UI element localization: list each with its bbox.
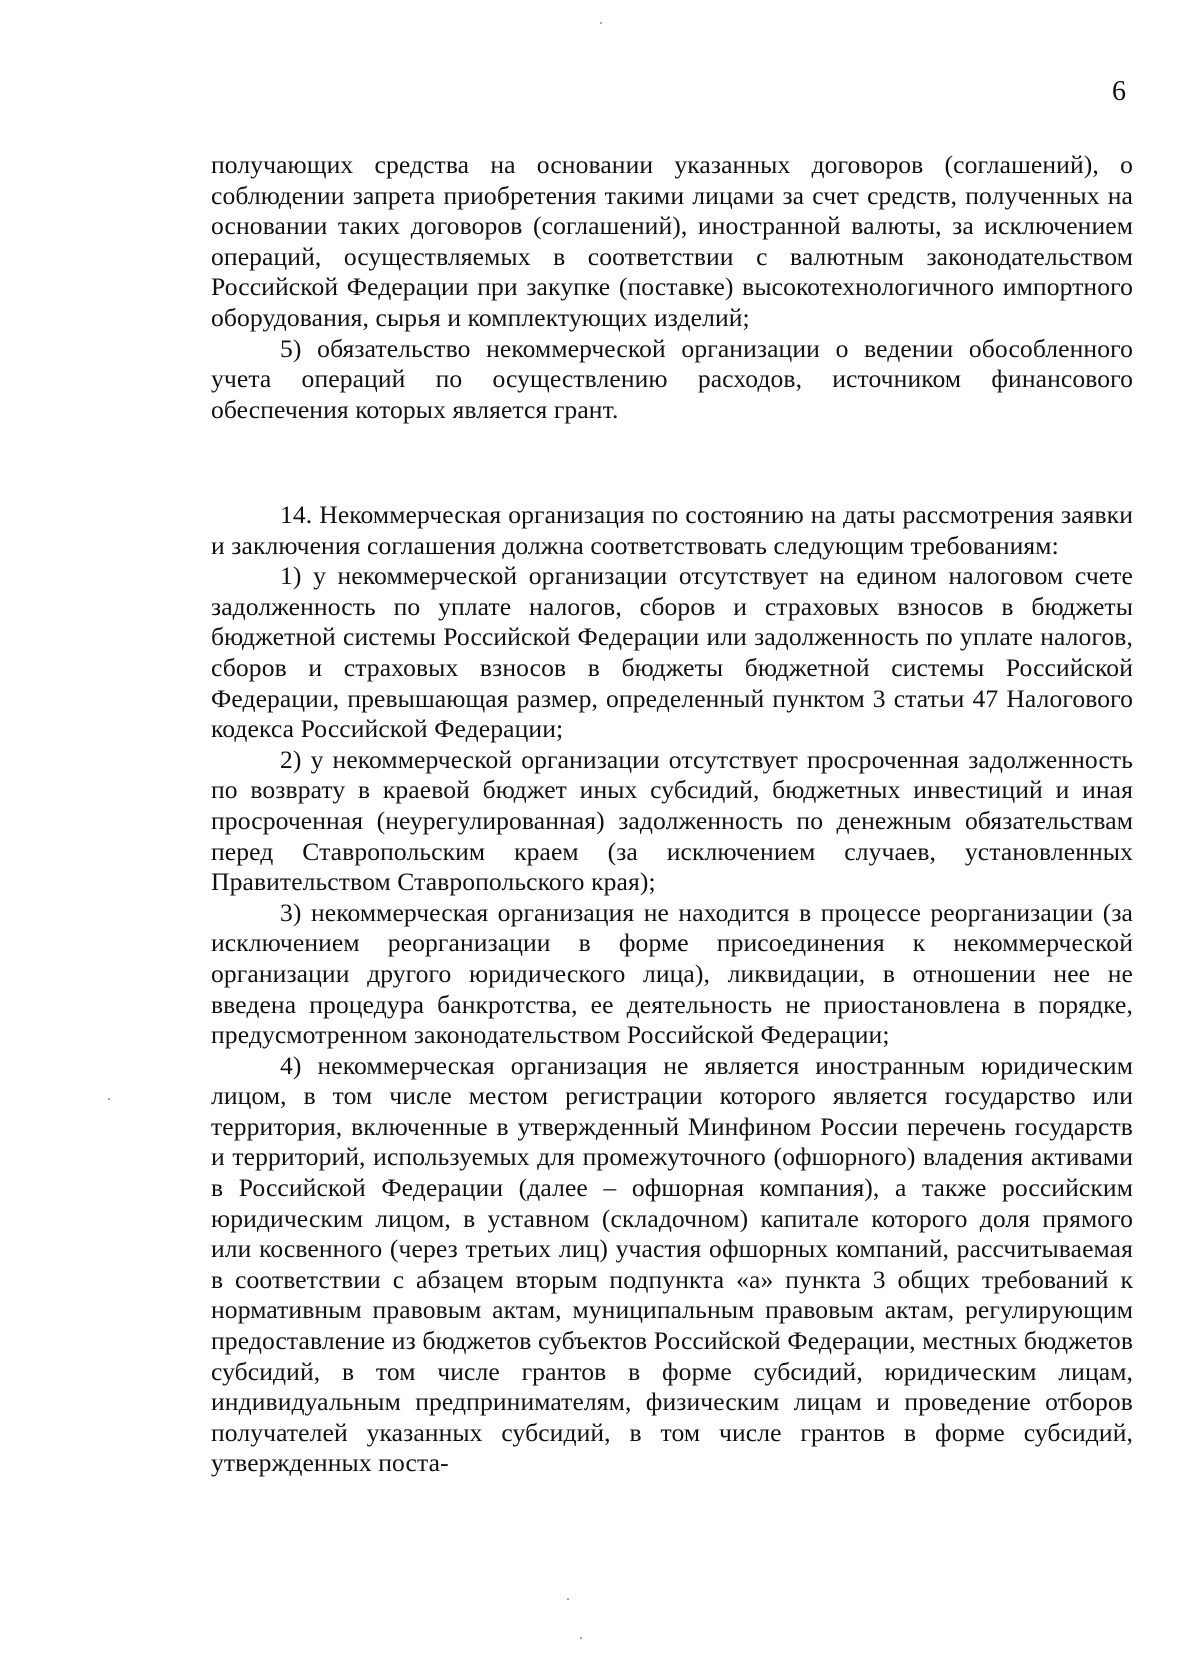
scan-speck (567, 1598, 569, 1600)
paragraph-item-3: 3) некоммерческая организация не находится в процессе реорганизации (за исключением реорганизации в форме присоединения к некоммерческой организации другого юридического лица), ликвидации, в отношении нее не введена процедура банкротства, ее деятельность не приостановлена в порядке, предусмотренном законодательством Российской Федерации; (211, 897, 1133, 1050)
text-block-section-14 (211, 500, 1133, 1479)
text-block-top (211, 150, 1133, 425)
paragraph-item-2: 2) у некоммерческой организации отсутствует просроченная задолженность по возврату в краевой бюджет иных субсидий, бюджетных инвестиций и иная просроченная (неурегулированная) задолженность по денежным обязательствам перед Ставропольским краем (за исключением случаев, установленных Правительством Ставропольского края); (211, 744, 1133, 897)
paragraph-item-1: 1) у некоммерческой организации отсутствует на едином налоговом счете задолженность по уплате налогов, сборов и страховых взносов в бюджеты бюджетной системы Российской Федерации или задолженность по уплате налогов, сборов и страховых взносов в бюджеты бюджетной системы Российской Федерации, превышающая размер, определенный пунктом 3 статьи 47 Налогового кодекса Российской Федерации; (211, 561, 1133, 744)
paragraph-section-14: 14. Некоммерческая организация по состоянию на даты рассмотрения заявки и заключения соглашения должна соответствовать следующим требованиям: (211, 500, 1133, 560)
page-number: 6 (1112, 76, 1126, 107)
paragraph-continuation: получающих средства на основании указанных договоров (соглашений), о соблюдении запрета приобретения такими лицами за счет средств, полученных на основании таких договоров (соглашений), иностранной валюты, за исключением операций, осуществляемых в соответствии с валютным законодательством Российской Федерации при закупке (поставке) высокотехнологичного импортного оборудования, сырья и комплектующих изделий; (211, 150, 1133, 332)
scan-speck (600, 22, 602, 24)
paragraph-item-5: 5) обязательство некоммерческой организации о ведении обособленного учета операций по осуществлению расходов, источником финансового обеспечения которых является грант. (211, 333, 1133, 424)
scan-speck (108, 1098, 110, 1100)
paragraph-item-4: 4) некоммерческая организация не является иностранным юридическим лицом, в том числе местом регистрации которого является государство или территория, включенные в утвержденный Минфином России перечень государств и территорий, используемых для промежуточного (офшорного) владения активами в Российской Федерации (далее – офшорная компания), а также российским юридическим лицом, в уставном (складочном) капитале которого доля прямого или косвенного (через третьих лиц) участия офшорных компаний, рассчитываемая в соответствии с абзацем вторым подпункта «а» пункта 3 общих требований к нормативным правовым актам, муниципальным правовым актам, регулирующим предоставление из бюджетов субъектов Российской Федерации, местных бюджетов субсидий, в том числе грантов в форме субсидий, юридическим лицам, индивидуальным предпринимателям, физическим лицам и проведение отборов получателей указанных субсидий, в том числе грантов в форме субсидий, утвержденных поста- (211, 1050, 1133, 1478)
scan-speck (580, 1637, 582, 1639)
